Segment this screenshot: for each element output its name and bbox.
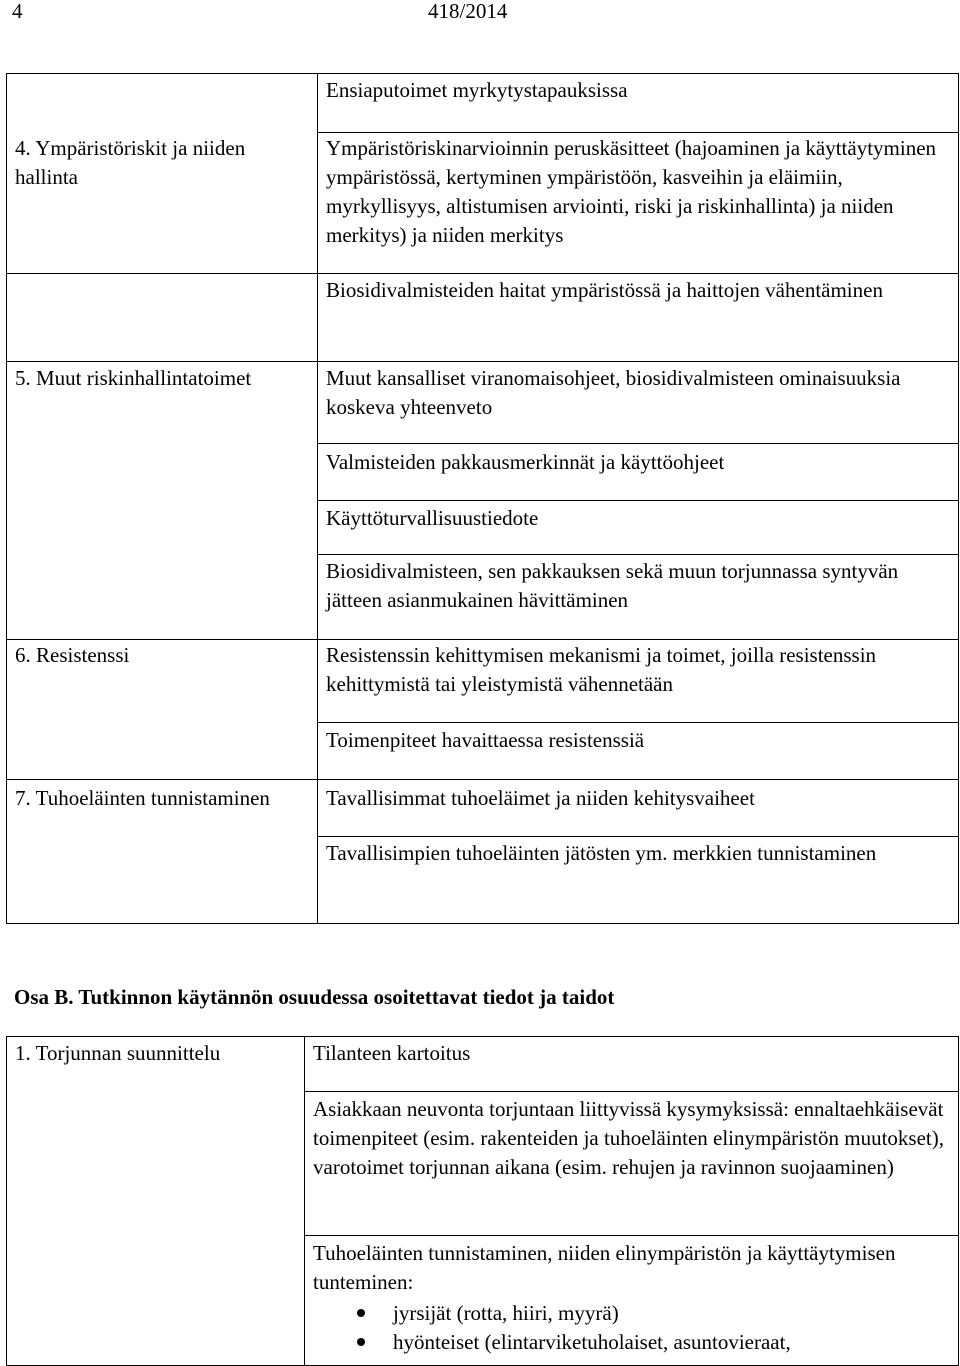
content-cell: Biosidivalmisteen, sen pakkauksen sekä muun torjunnassa syntyvän jätteen asianmukainen hävittäminen [318, 555, 959, 640]
content-cell: Ympäristöriskinarvioinnin peruskäsitteet (hajoaminen ja käyttäytyminen ympäristössä, kertyminen ympäristöön, kasveihin ja eläimiin, myrkyllisyys, altistumisen arviointi, riski ja riskinhallinta) ja niiden merkitys) ja niiden merkitys [318, 133, 959, 274]
table-row [7, 780, 959, 837]
content-cell: Valmisteiden pakkausmerkinnät ja käyttöohjeet [318, 444, 959, 501]
content-cell: Muut kansalliset viranomaisohjeet, biosidivalmisteen ominaisuuksia koskeva yhteenveto [318, 362, 959, 444]
bullet-list [313, 1299, 950, 1357]
table-row [7, 501, 959, 555]
table-row [7, 133, 959, 274]
page-number: 4 [12, 0, 23, 23]
table-row [7, 1236, 959, 1366]
content-cell: Tavallisimmat tuhoeläimet ja niiden kehitysvaiheet [318, 780, 959, 837]
content-cell: Tilanteen kartoitus [305, 1037, 959, 1092]
list-item: jyrsijät (rotta, hiiri, myyrä) [393, 1299, 950, 1328]
topic-cell [7, 1092, 305, 1236]
topic-cell [7, 444, 318, 501]
topic-cell [7, 74, 318, 133]
table-row [7, 837, 959, 924]
table-row [7, 723, 959, 780]
topic-cell: 6. Resistenssi [7, 640, 318, 723]
page-header [0, 0, 960, 27]
table-row [7, 274, 959, 362]
topic-cell [7, 501, 318, 555]
table-row [7, 1037, 959, 1092]
content-cell: Biosidivalmisteiden haitat ympäristössä ja haittojen vähentäminen [318, 274, 959, 362]
content-text: Tuhoeläinten tunnistaminen, niiden elinympäristön ja käyttäytymisen tunteminen: [313, 1241, 896, 1294]
topic-cell: 4. Ympäristöriskit ja niiden hallinta [7, 133, 318, 274]
section-heading: Osa B. Tutkinnon käytännön osuudessa osoitettavat tiedot ja taidot [14, 985, 615, 1009]
list-item: hyönteiset (elintarviketuholaiset, asuntovieraat, [393, 1328, 950, 1357]
requirements-table-b [6, 1036, 959, 1366]
topic-cell [7, 555, 318, 640]
table-row [7, 444, 959, 501]
topic-cell: 5. Muut riskinhallintatoimet [7, 362, 318, 444]
content-cell: Toimenpiteet havaittaessa resistenssiä [318, 723, 959, 780]
topic-cell: 1. Torjunnan suunnittelu [7, 1037, 305, 1092]
table-row [7, 1092, 959, 1236]
topic-cell: 7. Tuhoeläinten tunnistaminen [7, 780, 318, 837]
table-row [7, 74, 959, 133]
content-cell [305, 1236, 959, 1366]
topic-cell [7, 274, 318, 362]
issue-number: 418/2014 [428, 0, 508, 23]
content-cell: Asiakkaan neuvonta torjuntaan liittyvissä kysymyksissä: ennaltaehkäisevät toimenpiteet (esim. rakenteiden ja tuhoeläinten elinympäristön muutokset), varotoimet torjunnan aikana (esim. rehujen ja ravinnon suojaaminen) [305, 1092, 959, 1236]
table-row [7, 640, 959, 723]
content-cell: Resistenssin kehittymisen mekanismi ja toimet, joilla resistenssin kehittymistä tai yleistymistä vähennetään [318, 640, 959, 723]
topic-cell [7, 1236, 305, 1366]
content-cell: Käyttöturvallisuustiedote [318, 501, 959, 555]
table-row [7, 555, 959, 640]
requirements-table-a [6, 73, 959, 924]
topic-cell [7, 837, 318, 924]
table-row [7, 362, 959, 444]
content-cell: Ensiaputoimet myrkytystapauksissa [318, 74, 959, 133]
content-cell: Tavallisimpien tuhoeläinten jätösten ym. merkkien tunnistaminen [318, 837, 959, 924]
topic-cell [7, 723, 318, 780]
